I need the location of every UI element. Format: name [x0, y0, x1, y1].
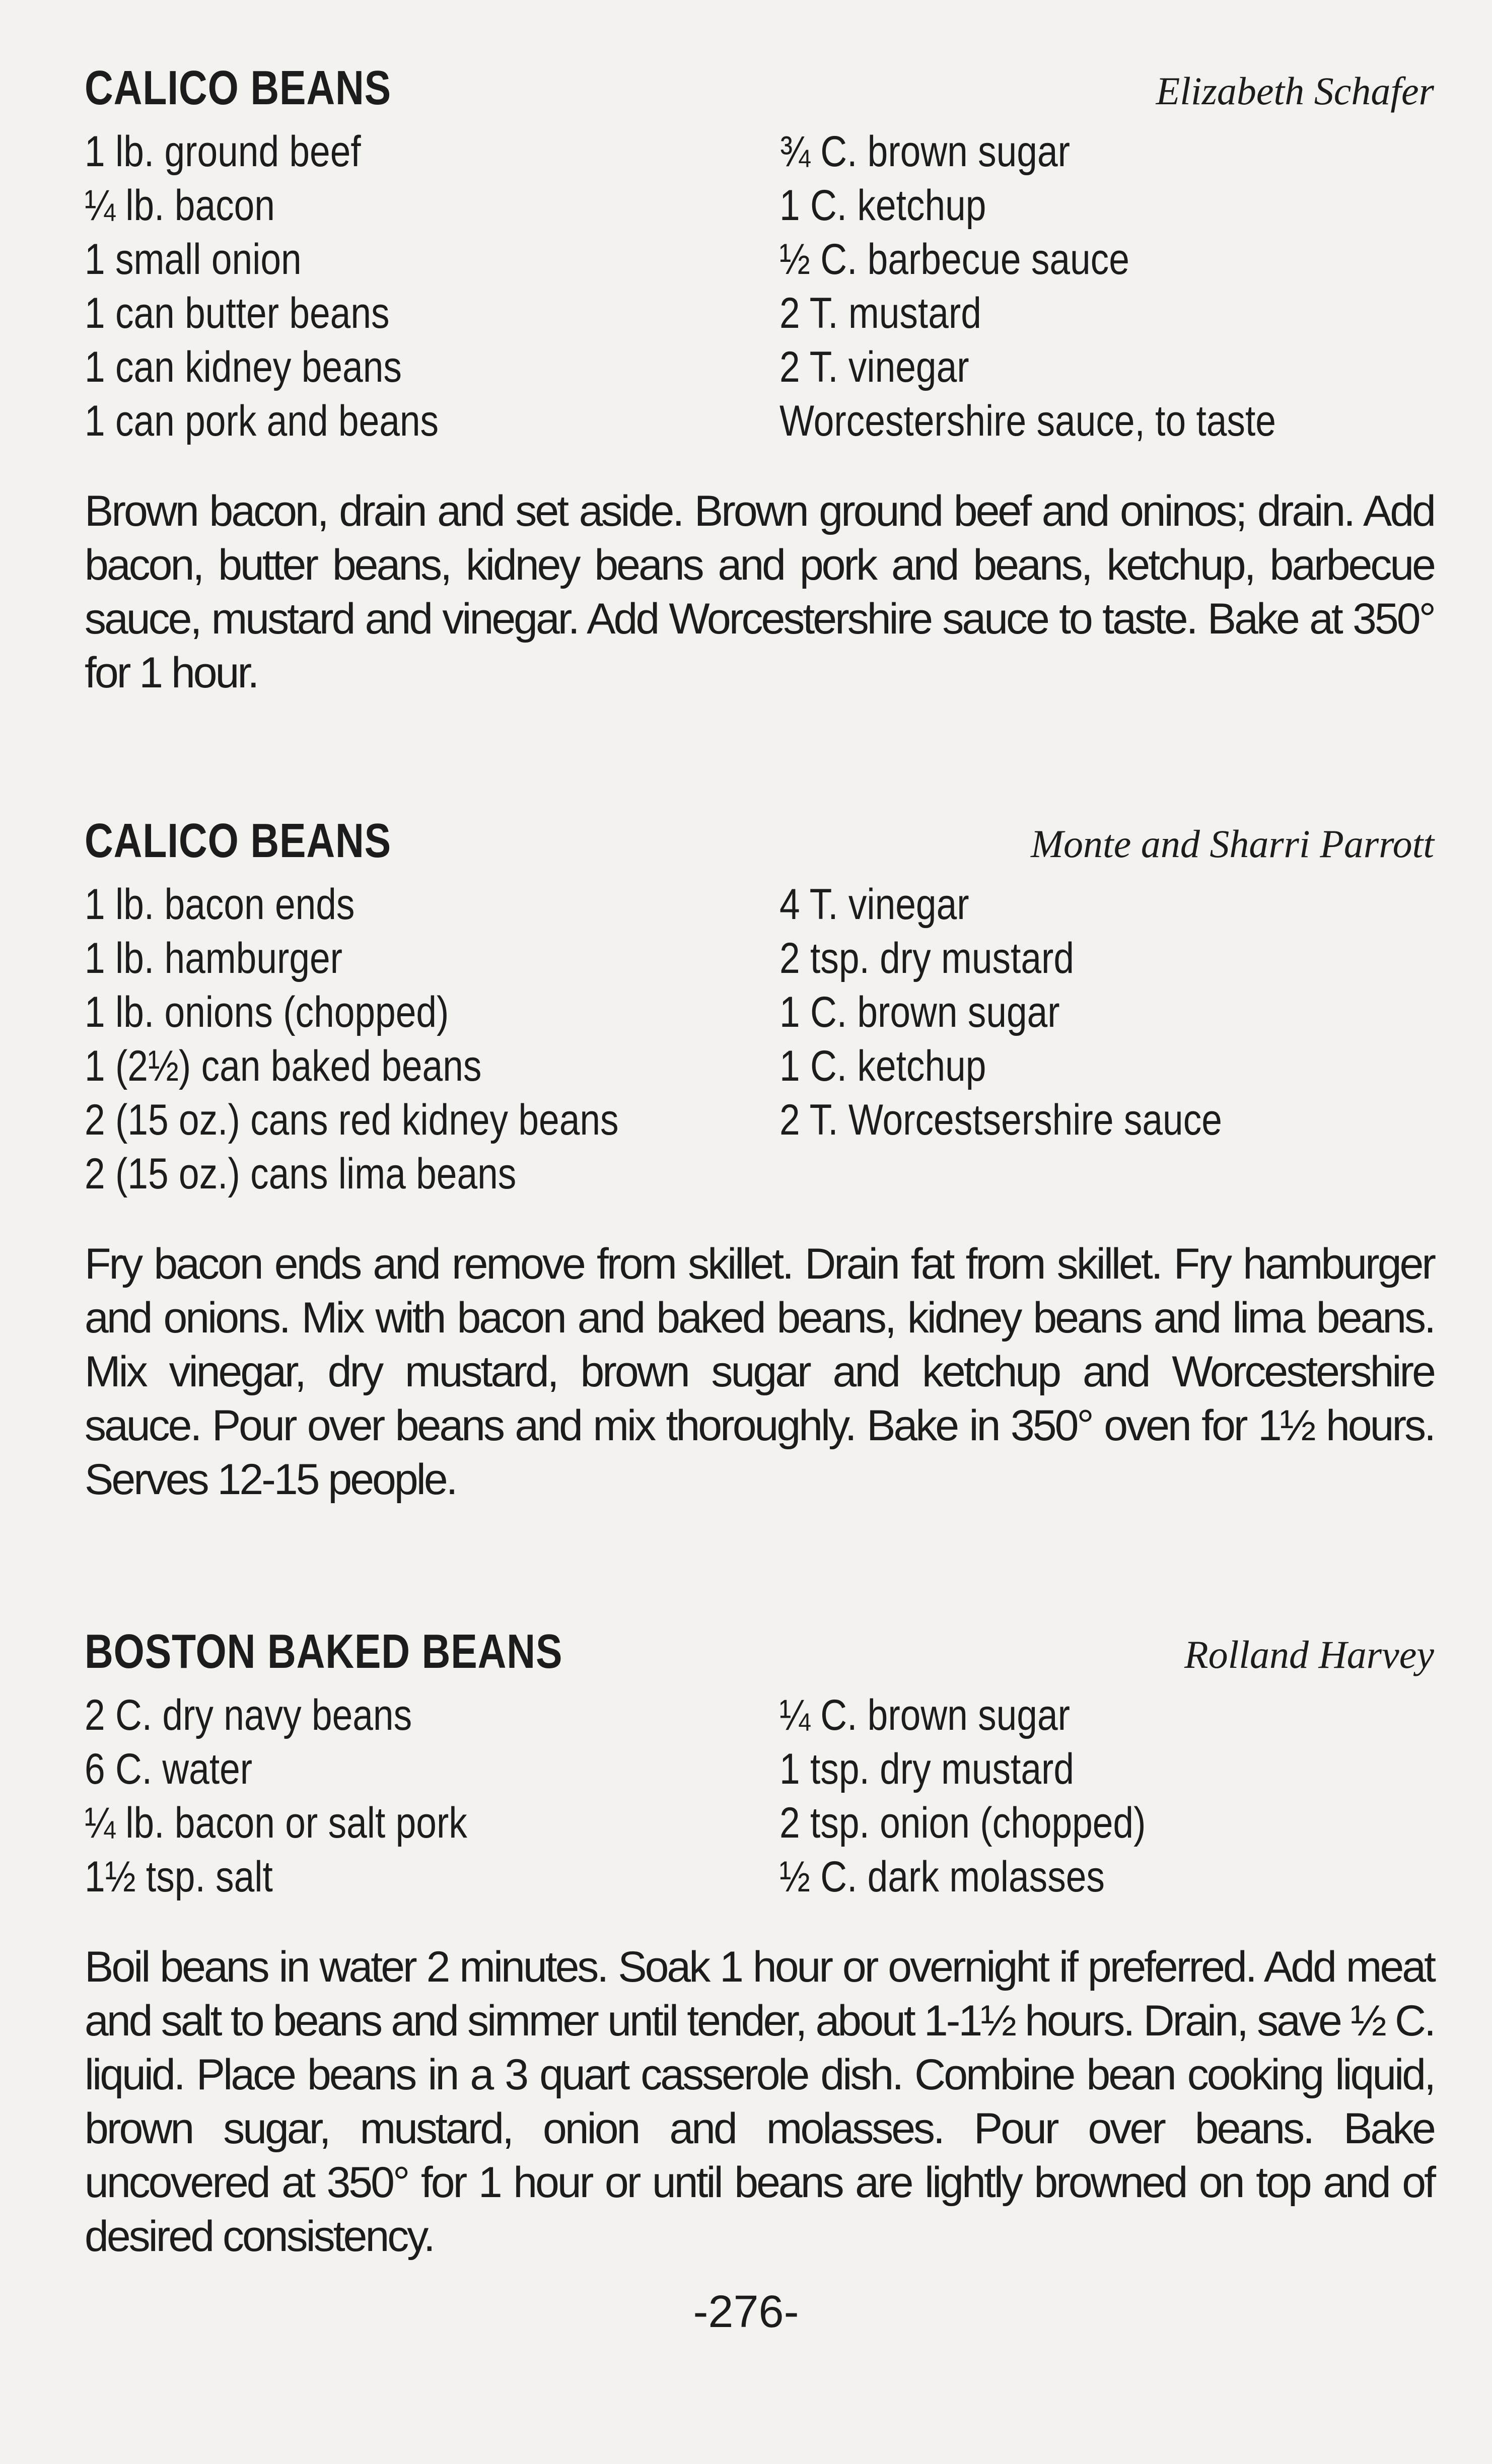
recipe-directions: Fry bacon ends and remove from skillet. Drain fat from skillet. Fry hamburger and onions. Mix with bacon and baked beans, kidney beans and lima beans. Mix vinegar, dry mustard, brown sugar and ketchup and Worcestershire sauce. Pour over beans and mix thoroughly. Bake in 350° oven for 1½ hours. Serves 12-15 people.	[85, 1240, 1434, 1504]
ingredient-item: 1 C. brown sugar	[779, 988, 1060, 1036]
ingredient-item: ½ C. barbecue sauce	[779, 235, 1129, 284]
ingredient-item: 2 (15 oz.) cans lima beans	[85, 1150, 517, 1198]
ingredient-item: 4 T. vinegar	[779, 880, 969, 929]
ingredient-item: 2 tsp. onion (chopped)	[779, 1799, 1146, 1847]
ingredient-item: 1 lb. bacon ends	[85, 880, 355, 929]
ingredient-column-left	[85, 878, 779, 1201]
recipe-author: Rolland Harvey	[1184, 1633, 1434, 1676]
recipe-author: Elizabeth Schafer	[1156, 69, 1434, 113]
ingredient-item: 2 T. vinegar	[779, 343, 969, 391]
ingredient-item: 2 tsp. dry mustard	[779, 934, 1075, 982]
ingredient-item: 1 can butter beans	[85, 289, 390, 337]
ingredient-list	[85, 878, 1434, 1201]
ingredient-item: 1 C. ketchup	[779, 1042, 986, 1090]
ingredient-item: 1 small onion	[85, 235, 302, 284]
recipe-directions: Boil beans in water 2 minutes. Soak 1 hour or overnight if preferred. Add meat and salt to beans and simmer until tender, about 1-1½ hours. Drain, save ½ C. liquid. Place beans in a 3 quart casserole dish. Combine bean cooking liquid, brown sugar, mustard, onion and molasses. Pour over beans. Bake uncovered at 350° for 1 hour or until beans are lightly browned on top and of desired consistency.	[85, 1943, 1434, 2261]
recipe-title: CALICO BEANS	[85, 61, 392, 115]
ingredient-list	[85, 125, 1434, 448]
recipe-boston-baked-beans	[85, 1624, 1434, 2307]
ingredient-column-right	[779, 878, 1434, 1201]
ingredient-item: Worcestershire sauce, to taste	[779, 397, 1276, 445]
ingredient-column-right	[779, 125, 1434, 448]
ingredient-item: 1 can pork and beans	[85, 397, 439, 445]
recipe-header	[85, 1624, 1434, 1684]
ingredient-item: 1 lb. hamburger	[85, 934, 342, 982]
recipe-title: BOSTON BAKED BEANS	[85, 1625, 563, 1678]
ingredient-item: 1 C. ketchup	[779, 181, 986, 230]
recipe-title: CALICO BEANS	[85, 814, 392, 868]
ingredient-item: 1 tsp. dry mustard	[779, 1745, 1075, 1793]
ingredient-item: 1 (2½) can baked beans	[85, 1042, 482, 1090]
recipe-calico-beans-schafer	[85, 60, 1434, 743]
ingredient-item: 2 T. Worcestsershire sauce	[779, 1096, 1222, 1144]
recipe-header	[85, 813, 1434, 874]
ingredient-item: ¾ C. brown sugar	[779, 127, 1070, 176]
ingredient-column-left	[85, 125, 779, 448]
ingredient-item: ¼ lb. bacon	[85, 181, 275, 230]
ingredient-item: 1 lb. ground beef	[85, 127, 361, 176]
ingredient-list	[85, 1688, 1434, 1904]
recipe-author: Monte and Sharri Parrott	[1031, 822, 1434, 866]
ingredient-item: 2 (15 oz.) cans red kidney beans	[85, 1096, 619, 1144]
ingredient-item: 6 C. water	[85, 1745, 253, 1793]
ingredient-item: 1½ tsp. salt	[85, 1853, 273, 1901]
ingredient-item: ¼ lb. bacon or salt pork	[85, 1799, 467, 1847]
ingredient-item: 2 T. mustard	[779, 289, 981, 337]
ingredient-item: 2 C. dry navy beans	[85, 1691, 412, 1739]
page-number: -276-	[693, 2287, 799, 2337]
recipe-calico-beans-parrott	[85, 813, 1434, 1550]
ingredient-item: ¼ C. brown sugar	[779, 1691, 1070, 1739]
ingredient-item: 1 lb. onions (chopped)	[85, 988, 449, 1036]
ingredient-column-left	[85, 1688, 779, 1904]
ingredient-item: ½ C. dark molasses	[779, 1853, 1105, 1901]
recipe-directions: Brown bacon, drain and set aside. Brown ground beef and oninos; drain. Add bacon, butter beans, kidney beans and pork and beans, ketchup, barbecue sauce, mustard and vinegar. Add Worcestershire sauce to taste. Bake at 350° for 1 hour.	[85, 487, 1434, 697]
recipe-header	[85, 60, 1434, 121]
ingredient-column-right	[779, 1688, 1434, 1904]
ingredient-item: 1 can kidney beans	[85, 343, 402, 391]
